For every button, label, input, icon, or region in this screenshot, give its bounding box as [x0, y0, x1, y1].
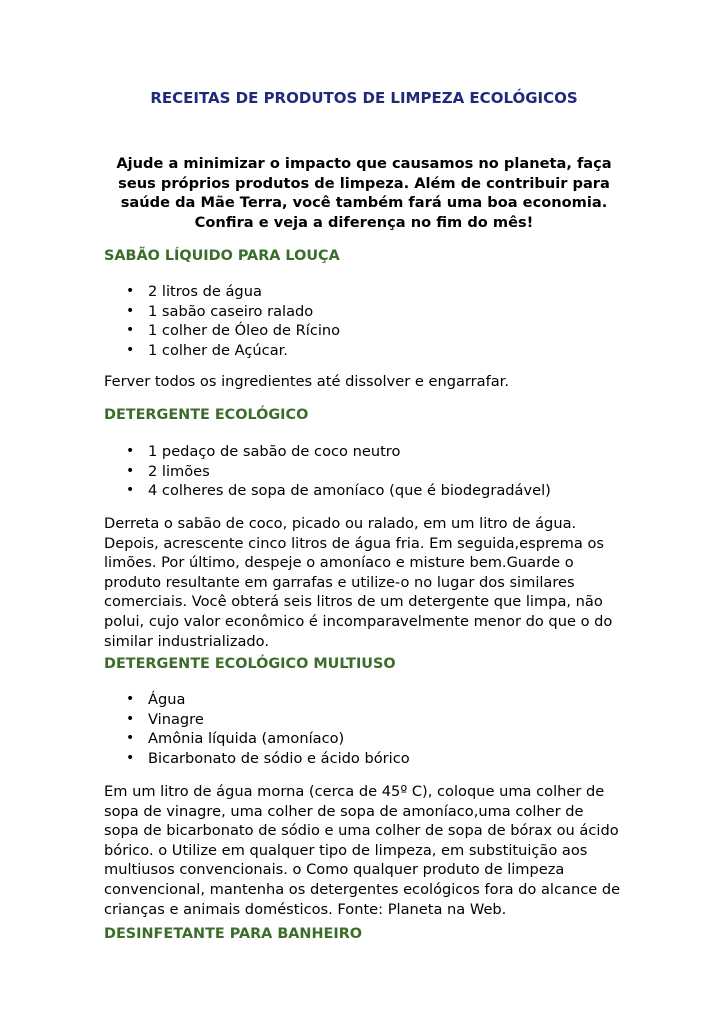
list-item-text: Água	[148, 691, 186, 708]
intro-line: Confira e veja a diferença no fim do mês!	[194, 213, 534, 231]
bullet-icon: •	[126, 341, 135, 358]
paragraph-line: limões. Por último, despeje o amoníaco e misture bem.Guarde o	[104, 554, 574, 572]
page-title: RECEITAS DE PRODUTOS DE LIMPEZA ECOLÓGICOS	[150, 89, 578, 107]
list-item	[104, 729, 410, 749]
bullet-icon: •	[126, 691, 135, 707]
bullet-icon: •	[126, 482, 135, 499]
paragraph-line: convencional, mantenha os detergentes ecológicos fora do alcance de	[104, 880, 621, 898]
paragraph-line: multiusos convencionais. o Como qualquer produto de limpeza	[104, 861, 565, 879]
bullet-icon: •	[126, 749, 135, 766]
paragraph-line: Depois, acrescente cinco litros de água fria. Em seguida,esprema os	[104, 534, 604, 552]
bullet-icon: •	[126, 283, 135, 299]
ingredient-list-detergente-multiuso	[104, 690, 410, 768]
instructions-detergente-multiuso	[104, 782, 644, 919]
list-item-text: Bicarbonato de sódio e ácido bórico	[148, 749, 410, 767]
list-item-text: 1 pedaço de sabão de coco neutro	[148, 443, 401, 460]
paragraph-line: comerciais. Você obterá seis litros de um detergente que limpa, não	[104, 593, 603, 611]
paragraph-line: sopa de vinagre, uma colher de sopa de amoníaco,uma colher de	[104, 802, 584, 820]
section-heading-detergente-ecologico: DETERGENTE ECOLÓGICO	[104, 407, 309, 423]
paragraph-line: polui, cujo valor econômico é incomparavelmente menor do que o do	[104, 612, 613, 630]
intro-line: Ajude a minimizar o impacto que causamos no planeta, faça	[116, 155, 612, 172]
paragraph-line: produto resultante em garrafas e utilize-o no lugar dos similares	[104, 573, 575, 591]
bullet-icon: •	[126, 730, 135, 747]
list-item-text: 1 colher de Óleo de Rícino	[148, 322, 341, 340]
paragraph-line: sopa de bicarbonato de sódio e uma colher de sopa de bórax ou ácido	[104, 822, 619, 840]
section-heading-detergente-multiuso: DETERGENTE ECOLÓGICO MULTIUSO	[104, 656, 396, 672]
list-item-text: 2 limões	[148, 462, 210, 480]
list-item-text: 1 colher de Açúcar.	[148, 341, 288, 359]
list-item-text: Amônia líquida (amoníaco)	[148, 730, 345, 748]
list-item	[104, 302, 340, 322]
list-item-text: Vinagre	[148, 710, 204, 728]
bullet-icon: •	[126, 302, 135, 319]
bullet-icon: •	[126, 462, 135, 479]
list-item	[104, 481, 551, 501]
intro-paragraph	[104, 154, 624, 232]
list-item	[104, 282, 340, 302]
ingredient-list-detergente-ecologico	[104, 442, 551, 501]
paragraph-line: bórico. o Utilize em qualquer tipo de limpeza, em substituição aos	[104, 841, 588, 859]
paragraph-line: crianças e animais domésticos. Fonte: Planeta na Web.	[104, 900, 507, 918]
list-item	[104, 321, 340, 341]
section-heading-desinfetante-banheiro: DESINFETANTE PARA BANHEIRO	[104, 926, 363, 942]
list-item	[104, 710, 410, 730]
instructions-detergente-ecologico	[104, 514, 644, 651]
list-item	[104, 690, 410, 710]
list-item-text: 2 litros de água	[148, 283, 262, 300]
intro-line: saúde da Mãe Terra, você também fará uma boa economia.	[120, 194, 608, 212]
ingredient-list-sabao-liquido	[104, 282, 340, 360]
section-heading-sabao-liquido: SABÃO LÍQUIDO PARA LOUÇA	[104, 248, 340, 264]
list-item-text: 4 colheres de sopa de amoníaco (que é biodegradável)	[148, 482, 551, 500]
paragraph-line: similar industrializado.	[104, 632, 269, 650]
list-item-text: 1 sabão caseiro ralado	[148, 302, 314, 320]
bullet-icon: •	[126, 443, 135, 459]
intro-line: seus próprios produtos de limpeza. Além de contribuir para	[118, 174, 610, 192]
list-item	[104, 749, 410, 769]
list-item	[104, 341, 340, 361]
instructions-sabao-liquido	[104, 372, 644, 392]
paragraph-line: Ferver todos os ingredientes até dissolver e engarrafar.	[104, 373, 509, 390]
list-item	[104, 442, 551, 462]
paragraph-line: Derreta o sabão de coco, picado ou ralado, em um litro de água.	[104, 515, 577, 532]
bullet-icon: •	[126, 322, 135, 339]
bullet-icon: •	[126, 710, 135, 727]
paragraph-line: Em um litro de água morna (cerca de 45º C), coloque uma colher de	[104, 783, 605, 800]
list-item	[104, 462, 551, 482]
